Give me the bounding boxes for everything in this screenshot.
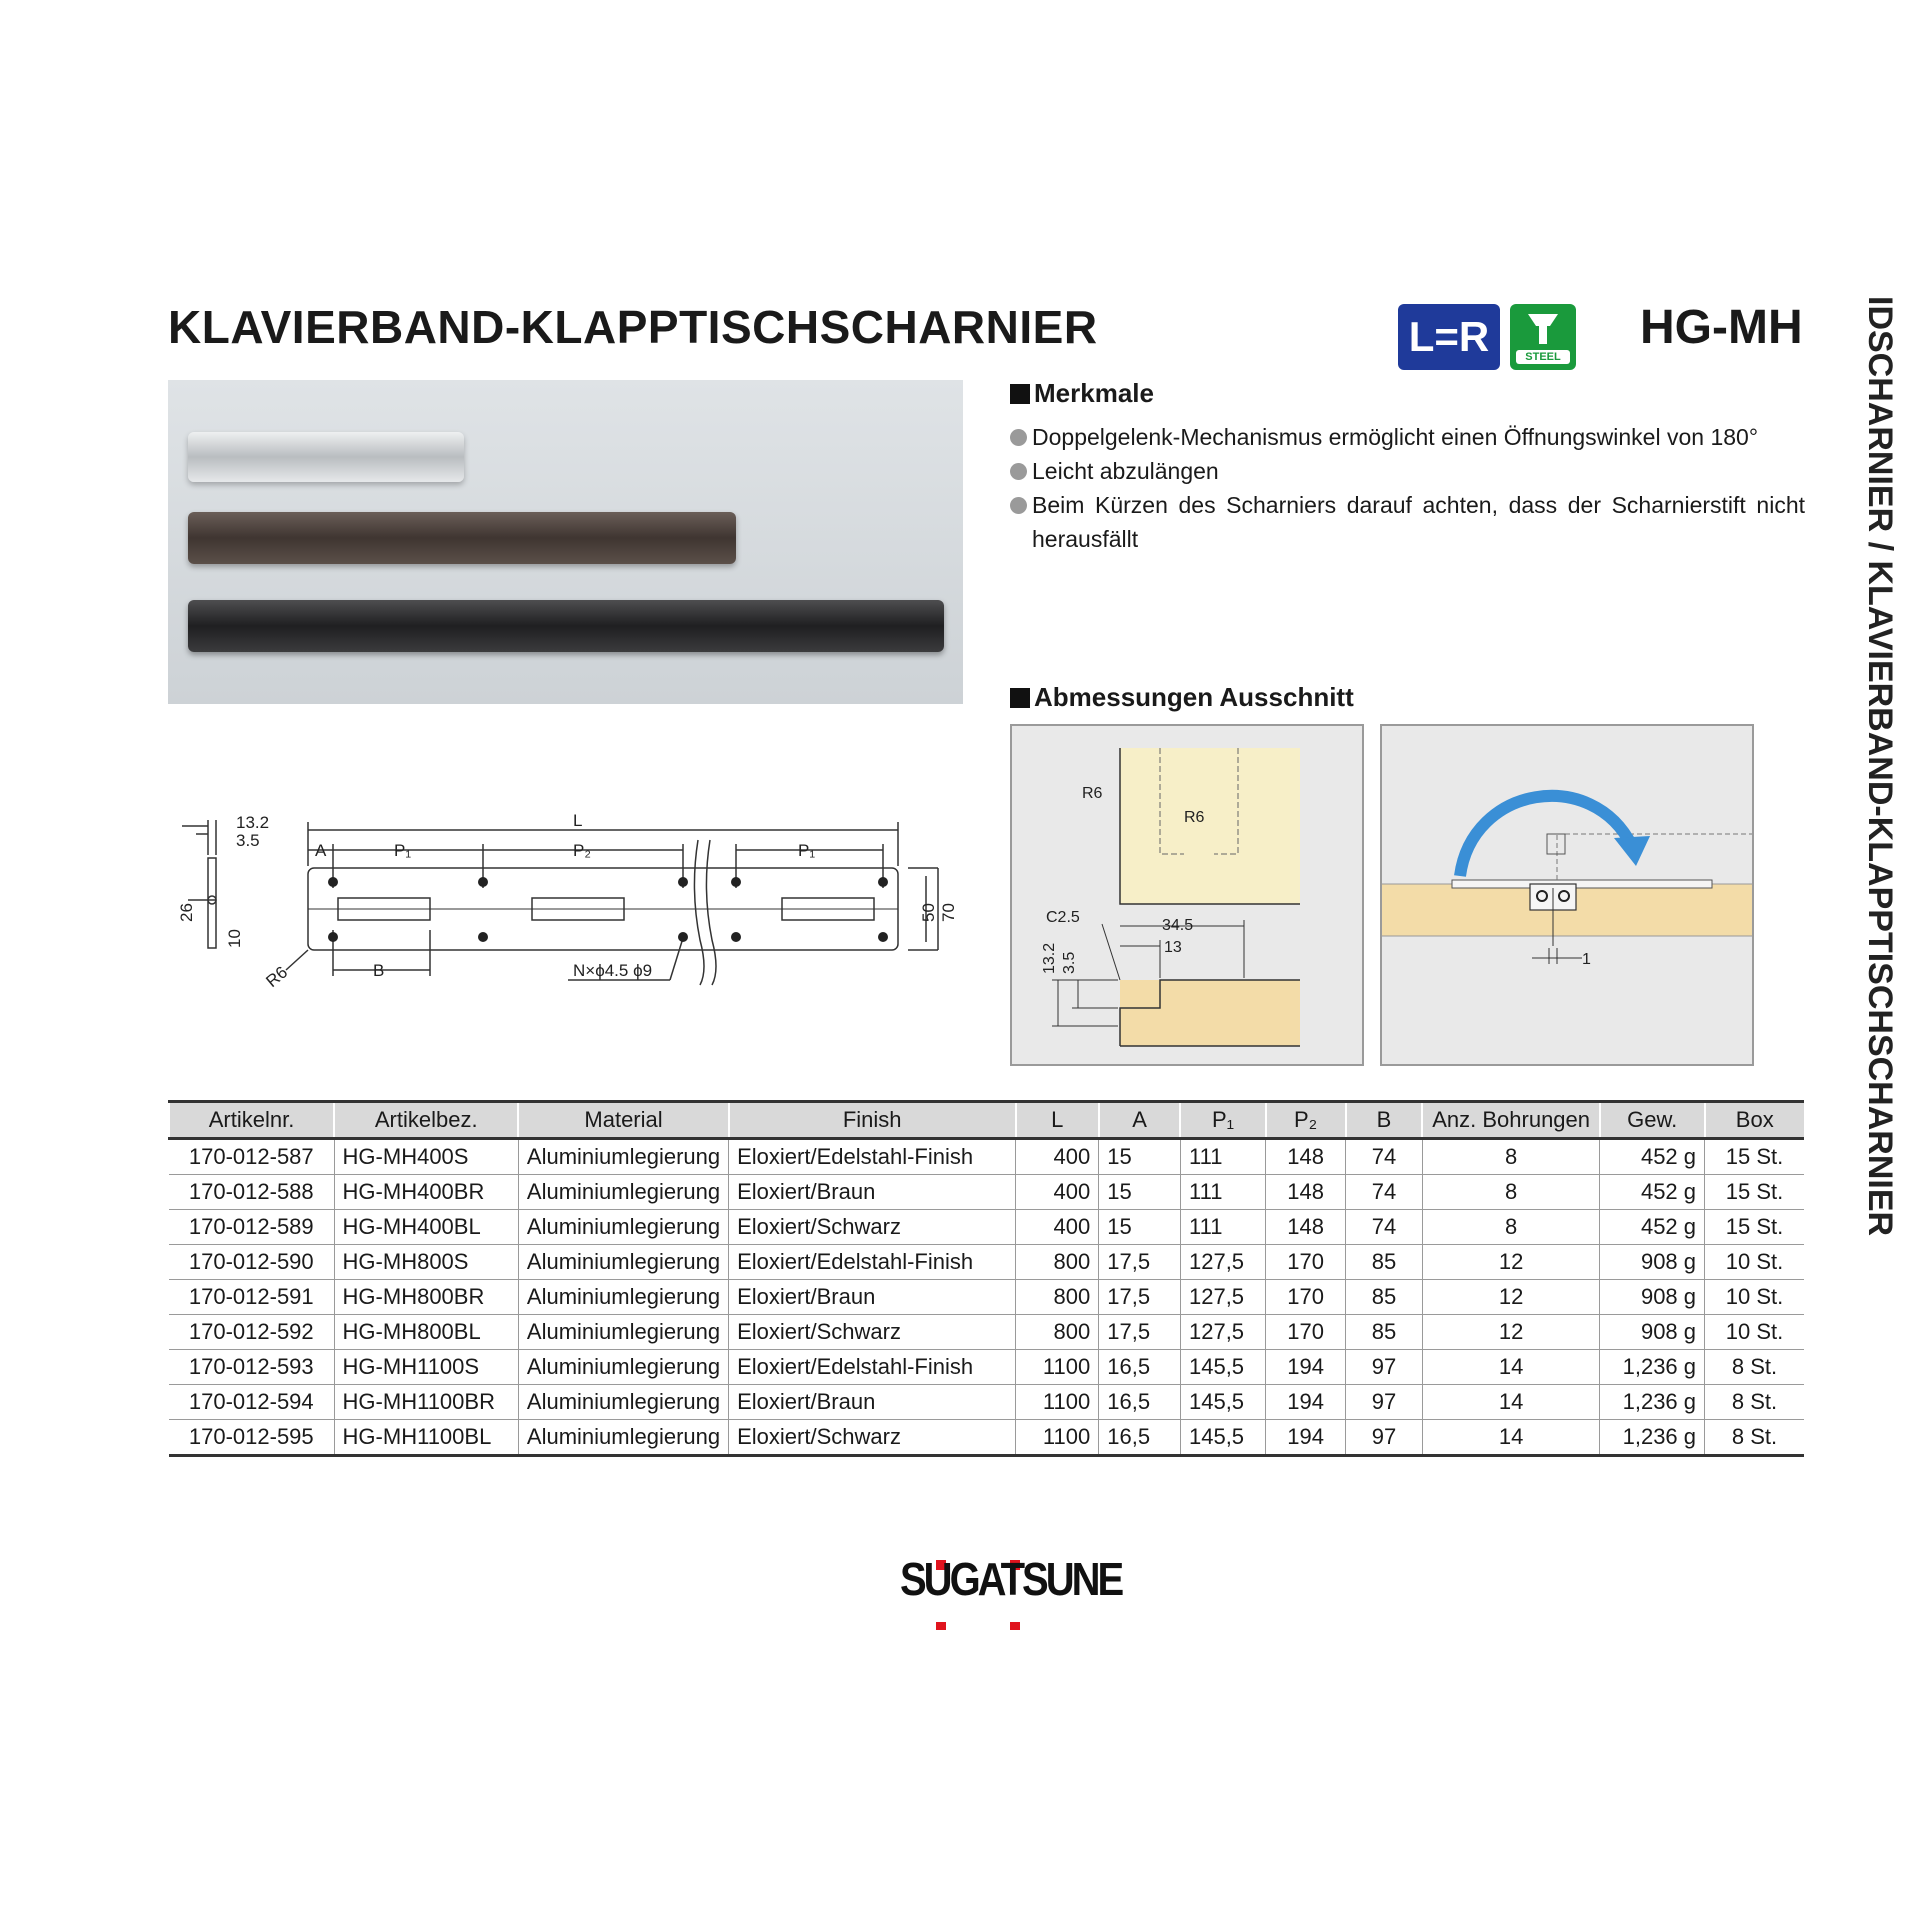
table-cell: 908 g [1600, 1280, 1705, 1315]
lr-badge: L=R [1398, 304, 1500, 370]
table-cell: Aluminiumlegierung [518, 1350, 728, 1385]
table-cell: Eloxiert/Edelstahl-Finish [729, 1245, 1016, 1280]
table-cell: 12 [1422, 1245, 1599, 1280]
table-cell: HG-MH800S [334, 1245, 518, 1280]
dim-p1b-label: P₁ [798, 841, 816, 860]
dim-b-label: B [373, 961, 385, 980]
table-cell: 16,5 [1099, 1385, 1181, 1420]
table-cell: 170-012-587 [169, 1139, 334, 1175]
hinge-silver [188, 432, 464, 482]
product-photo [168, 380, 963, 704]
column-header: P₁ [1180, 1102, 1265, 1139]
table-cell: 127,5 [1180, 1315, 1265, 1350]
table-cell: 170 [1266, 1245, 1346, 1280]
table-cell: 15 St. [1705, 1139, 1804, 1175]
holes-label: N×ϕ4.5 ϕ9 [573, 961, 653, 980]
cutout-13-2: 13.2 [1041, 942, 1058, 974]
opening-diagram [1382, 726, 1752, 1064]
hinge-black [188, 600, 944, 652]
steel-badge [1510, 304, 1576, 370]
table-cell: 148 [1266, 1210, 1346, 1245]
table-cell: 170-012-591 [169, 1280, 334, 1315]
table-cell: 10 St. [1705, 1280, 1804, 1315]
table-cell: HG-MH1100S [334, 1350, 518, 1385]
table-cell: 452 g [1600, 1139, 1705, 1175]
table-cell: 145,5 [1180, 1420, 1265, 1456]
table-cell: 908 g [1600, 1245, 1705, 1280]
table-cell: 170-012-595 [169, 1420, 334, 1456]
table-cell: 400 [1016, 1139, 1099, 1175]
table-cell: 800 [1016, 1315, 1099, 1350]
table-cell: Eloxiert/Braun [729, 1175, 1016, 1210]
table-cell: 148 [1266, 1175, 1346, 1210]
table-cell: 194 [1266, 1385, 1346, 1420]
feature-item: Doppelgelenk-Mechanismus ermöglicht einen Öffnungswinkel von 180° [1010, 420, 1805, 454]
table-cell: 400 [1016, 1210, 1099, 1245]
table-cell: 74 [1346, 1139, 1423, 1175]
opening-diagram-panel [1380, 724, 1754, 1066]
table-body [169, 1139, 1804, 1456]
table-cell: 15 [1099, 1210, 1181, 1245]
table-cell: 800 [1016, 1280, 1099, 1315]
dim-10-label: 10 [225, 929, 244, 948]
table-cell: 1,236 g [1600, 1420, 1705, 1456]
steel-label: STEEL [1516, 350, 1570, 364]
table-cell: 12 [1422, 1280, 1599, 1315]
screw-icon [1510, 304, 1576, 354]
dim-p1-label: P₁ [394, 841, 412, 860]
table-cell: Eloxiert/Braun [729, 1280, 1016, 1315]
cutout-13: 13 [1164, 939, 1182, 956]
cutout-diagram-panel [1010, 724, 1364, 1066]
dim-l-label: L [573, 811, 583, 830]
table-cell: 145,5 [1180, 1385, 1265, 1420]
cutout-r6-b: R6 [1184, 809, 1205, 826]
table-header-row [169, 1102, 1804, 1139]
square-bullet-icon [1010, 384, 1030, 404]
table-cell: 14 [1422, 1350, 1599, 1385]
dim-13-2-label: 13.2 [236, 813, 270, 832]
model-code: HG-MH [1640, 301, 1803, 354]
cutout-heading: Abmessungen Ausschnitt [1010, 682, 1354, 713]
table-cell: 14 [1422, 1420, 1599, 1456]
dim-r6-label: R6 [262, 962, 292, 992]
table-cell: HG-MH800BR [334, 1280, 518, 1315]
sidebar-vertical-title: IDSCHARNIER / KLAVIERBAND-KLAPPTISCHSCHARNIER [1861, 296, 1899, 1237]
table-row [169, 1315, 1804, 1350]
table-cell: HG-MH1100BL [334, 1420, 518, 1456]
table-cell: 111 [1180, 1210, 1265, 1245]
spec-table [168, 1100, 1804, 1457]
table-cell: 127,5 [1180, 1245, 1265, 1280]
table-cell: Aluminiumlegierung [518, 1210, 728, 1245]
column-header: Anz. Bohrungen [1422, 1102, 1599, 1139]
circle-bullet-icon [1010, 497, 1027, 514]
opening-1: 1 [1582, 951, 1591, 968]
table-cell: Eloxiert/Braun [729, 1385, 1016, 1420]
table-cell: 74 [1346, 1210, 1423, 1245]
hinge-brown [188, 512, 736, 564]
table-row [169, 1420, 1804, 1456]
table-cell: 111 [1180, 1139, 1265, 1175]
table-cell: Aluminiumlegierung [518, 1245, 728, 1280]
dim-70-label: 70 [939, 903, 958, 922]
column-header: Gew. [1600, 1102, 1705, 1139]
table-cell: HG-MH400S [334, 1139, 518, 1175]
column-header: L [1016, 1102, 1099, 1139]
table-cell: Eloxiert/Schwarz [729, 1420, 1016, 1456]
table-cell: 170-012-590 [169, 1245, 334, 1280]
table-cell: 16,5 [1099, 1350, 1181, 1385]
table-cell: 800 [1016, 1245, 1099, 1280]
table-cell: 85 [1346, 1315, 1423, 1350]
table-cell: 8 [1422, 1175, 1599, 1210]
table-cell: 170-012-594 [169, 1385, 334, 1420]
dim-3-5-label: 3.5 [236, 831, 260, 850]
hinge-technical-drawing [168, 800, 968, 1000]
table-cell: HG-MH1100BR [334, 1385, 518, 1420]
dim-26-label: 26 [177, 903, 196, 922]
table-cell: 145,5 [1180, 1350, 1265, 1385]
feature-item: Beim Kürzen des Scharniers darauf achten, dass der Scharnierstift nicht herausfällt [1010, 488, 1805, 556]
features-list [1010, 420, 1805, 556]
table-cell: 97 [1346, 1385, 1423, 1420]
table-cell: 74 [1346, 1175, 1423, 1210]
features-heading: Merkmale [1010, 378, 1154, 409]
cutout-c2-5: C2.5 [1046, 909, 1080, 926]
table-cell: 170-012-592 [169, 1315, 334, 1350]
table-cell: 170-012-588 [169, 1175, 334, 1210]
table-cell: 8 [1422, 1139, 1599, 1175]
table-cell: 15 St. [1705, 1210, 1804, 1245]
cutout-r6-a: R6 [1082, 785, 1103, 802]
table-cell: Eloxiert/Edelstahl-Finish [729, 1350, 1016, 1385]
table-cell: 400 [1016, 1175, 1099, 1210]
column-header: B [1346, 1102, 1423, 1139]
cutout-3-5: 3.5 [1061, 951, 1078, 974]
page-title: KLAVIERBAND-KLAPPTISCHSCHARNIER [168, 301, 1098, 353]
table-cell: 8 St. [1705, 1420, 1804, 1456]
table-cell: 17,5 [1099, 1280, 1181, 1315]
table-cell: 170 [1266, 1315, 1346, 1350]
table-cell: Aluminiumlegierung [518, 1420, 728, 1456]
table-cell: Aluminiumlegierung [518, 1315, 728, 1350]
table-cell: 1100 [1016, 1385, 1099, 1420]
table-cell: 170-012-589 [169, 1210, 334, 1245]
table-cell: Aluminiumlegierung [518, 1139, 728, 1175]
table-cell: 97 [1346, 1350, 1423, 1385]
table-cell: 111 [1180, 1175, 1265, 1210]
table-cell: 12 [1422, 1315, 1599, 1350]
table-row [169, 1210, 1804, 1245]
table-cell: 15 St. [1705, 1175, 1804, 1210]
table-row [169, 1280, 1804, 1315]
table-cell: Eloxiert/Schwarz [729, 1315, 1016, 1350]
table-cell: Aluminiumlegierung [518, 1280, 728, 1315]
table-cell: 85 [1346, 1280, 1423, 1315]
dim-a-label: A [315, 841, 327, 860]
column-header: Material [518, 1102, 728, 1139]
column-header: A [1099, 1102, 1181, 1139]
table-row [169, 1139, 1804, 1175]
column-header: Artikelnr. [169, 1102, 334, 1139]
table-cell: 1,236 g [1600, 1385, 1705, 1420]
table-cell: 170 [1266, 1280, 1346, 1315]
dim-50-label: 50 [919, 903, 938, 922]
column-header: Artikelbez. [334, 1102, 518, 1139]
table-row [169, 1175, 1804, 1210]
table-cell: 8 St. [1705, 1350, 1804, 1385]
table-cell: HG-MH400BL [334, 1210, 518, 1245]
table-cell: 17,5 [1099, 1245, 1181, 1280]
cutout-diagram [1012, 726, 1362, 1064]
table-cell: 148 [1266, 1139, 1346, 1175]
table-cell: 16,5 [1099, 1420, 1181, 1456]
table-cell: 1100 [1016, 1420, 1099, 1456]
table-cell: Eloxiert/Schwarz [729, 1210, 1016, 1245]
table-cell: 14 [1422, 1385, 1599, 1420]
column-header: Finish [729, 1102, 1016, 1139]
table-cell: 170-012-593 [169, 1350, 334, 1385]
column-header: Box [1705, 1102, 1804, 1139]
table-cell: 15 [1099, 1139, 1181, 1175]
table-cell: 452 g [1600, 1210, 1705, 1245]
table-cell: Eloxiert/Edelstahl-Finish [729, 1139, 1016, 1175]
circle-bullet-icon [1010, 463, 1027, 480]
feature-item: Leicht abzulängen [1010, 454, 1805, 488]
table-cell: 10 St. [1705, 1245, 1804, 1280]
circle-bullet-icon [1010, 429, 1027, 446]
table-cell: 17,5 [1099, 1315, 1181, 1350]
table-cell: HG-MH800BL [334, 1315, 518, 1350]
table-cell: 10 St. [1705, 1315, 1804, 1350]
table-cell: 194 [1266, 1350, 1346, 1385]
table-cell: HG-MH400BR [334, 1175, 518, 1210]
square-bullet-icon [1010, 688, 1030, 708]
table-cell: 97 [1346, 1420, 1423, 1456]
table-cell: 1,236 g [1600, 1350, 1705, 1385]
table-cell: 85 [1346, 1245, 1423, 1280]
table-row [169, 1385, 1804, 1420]
table-cell: 452 g [1600, 1175, 1705, 1210]
table-cell: 127,5 [1180, 1280, 1265, 1315]
table-row [169, 1245, 1804, 1280]
table-cell: 908 g [1600, 1315, 1705, 1350]
dim-p2-label: P₂ [573, 841, 591, 860]
table-cell: 8 [1422, 1210, 1599, 1245]
table-cell: 194 [1266, 1420, 1346, 1456]
table-cell: 8 St. [1705, 1385, 1804, 1420]
table-cell: 1100 [1016, 1350, 1099, 1385]
logo-wordmark: SUGATSUNE [900, 1554, 1122, 1606]
table-row [169, 1350, 1804, 1385]
table-cell: 15 [1099, 1175, 1181, 1210]
table-cell: Aluminiumlegierung [518, 1385, 728, 1420]
column-header: P₂ [1266, 1102, 1346, 1139]
table-cell: Aluminiumlegierung [518, 1175, 728, 1210]
rotation-arrow-icon [1460, 796, 1632, 876]
cutout-34-5: 34.5 [1162, 917, 1194, 934]
